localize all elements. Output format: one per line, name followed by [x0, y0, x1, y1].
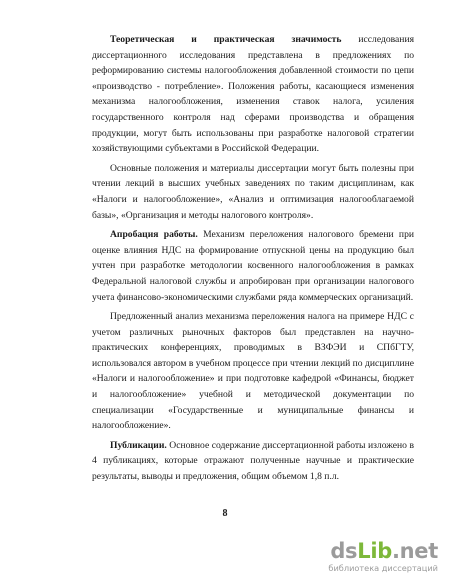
- watermark-subtitle: библиотека диссертаций: [328, 563, 438, 573]
- significance-text: исследования диссертационного исследования представлена в предложениях по реформированию системы налогообложения добавленной стоимости по цепи «производство - потребление». Положения работы, касающиеся изменения механизма налогообложения, изменения ставок налога, усиления государственного контроля над сферами производства и обращения продукции, могут быть использованы при разработке налоговой стратегии хозяйствующими субъектами в Российской Федерации.: [92, 34, 414, 155]
- logo-ds: ds: [330, 539, 358, 563]
- paragraph-lectures: Основные положения и материалы диссертации могут быть полезны при чтении лекций в высших учебных заведениях по таким дисциплинам, как «Налоги и налогообложение», «Анализ и оптимизация налогооблагаемой базы», «Организация и методы налогового контроля».: [92, 162, 414, 221]
- paragraph-approbation: [92, 227, 414, 305]
- approbation-text: Механизм переложения налогового бремени при оценке влияния НДС на формирование отпускной цены на продукцию был учтен при разработке методологии косвенного налогообложения в рамках Федеральной налоговой службы и апробирован при организации налогового учета финансово-экономическими службами ряда коммерческих организаций.: [92, 229, 415, 303]
- logo-net: .net: [391, 539, 438, 563]
- publications-text: Основное содержание диссертационной работы изложено в 4 публикациях, которые отражают полученные научные и практические результаты, выводы и предложения, общим объемом 1,8 п.л.: [92, 439, 414, 483]
- paragraph-conferences: Предложенный анализ механизма переложения налога на примере НДС с учетом различных рыночных факторов был представлен на научно-практических конференциях, проводимых в ВЗФЭИ и СПбГТУ, использовался автором в учебном процессе при чтении лекций по дисциплине «Налоги и налогообложение» и при подготовке кафедрой «Финансы, бюджет и налогообложение» учебной и методической документации по специализации «Государственные и муниципальные финансы и налогообложение».: [92, 311, 414, 432]
- dslib-logo: [318, 540, 438, 562]
- page-number: 8: [222, 508, 228, 519]
- paragraph-publications: [92, 438, 414, 485]
- significance-heading: Теоретическая и практическая значимость: [110, 34, 342, 45]
- publications-heading: Публикации.: [110, 439, 167, 451]
- logo-lib: Lib: [357, 539, 392, 563]
- dslib-watermark: [318, 540, 438, 573]
- document-body: [92, 32, 414, 485]
- approbation-heading: Апробация работы.: [110, 229, 198, 241]
- paragraph-significance: [92, 32, 414, 157]
